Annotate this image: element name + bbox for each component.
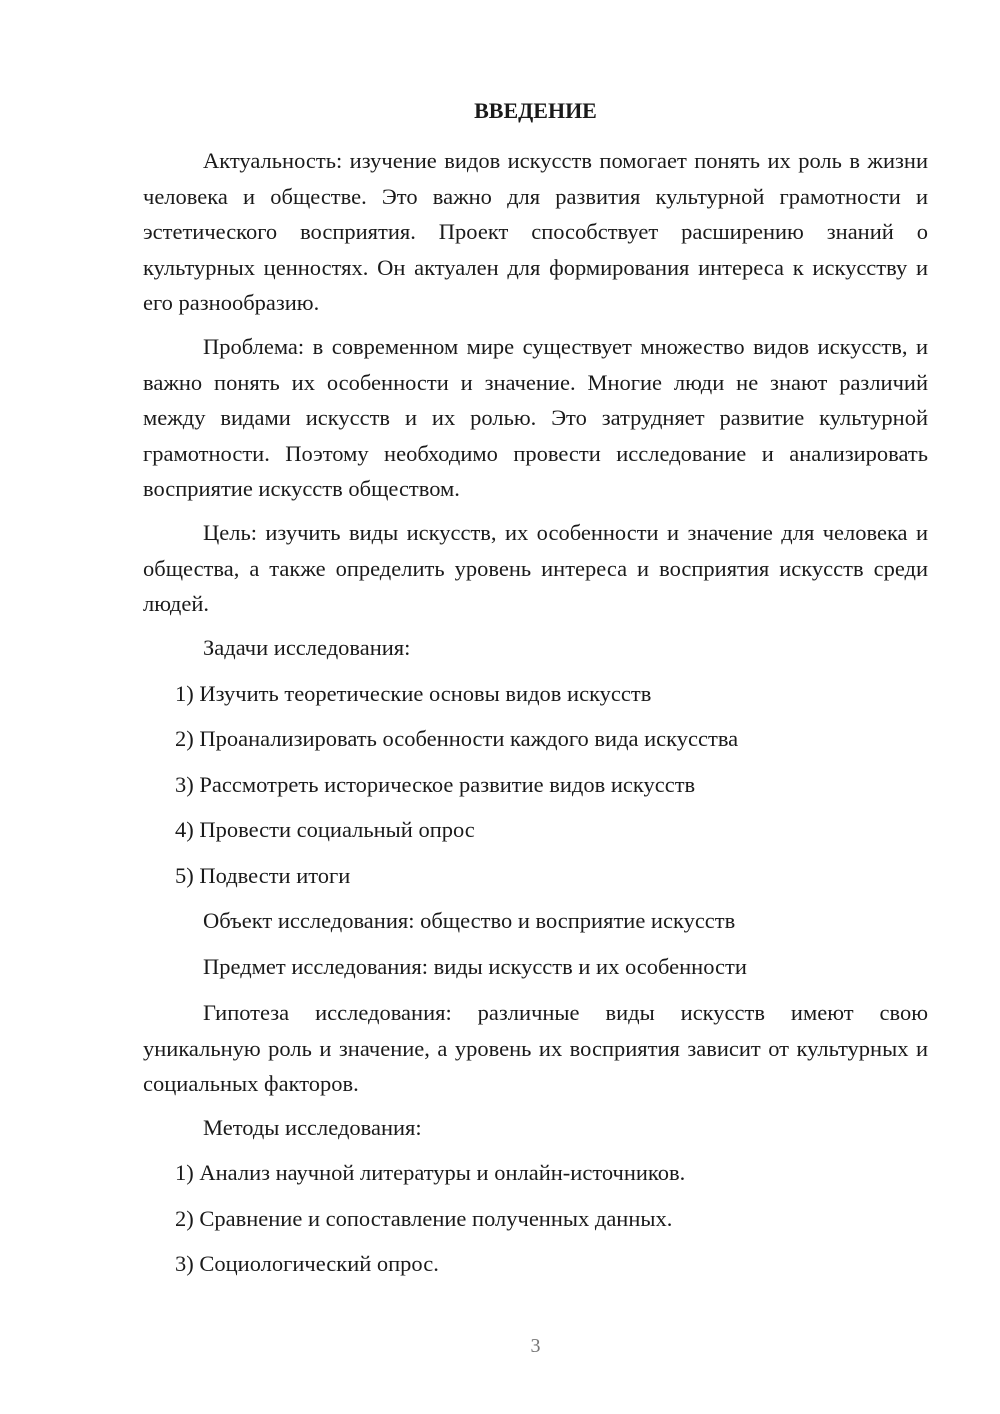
task-item: 1) Изучить теоретические основы видов искусств <box>175 681 652 706</box>
method-item: 1) Анализ научной литературы и онлайн-источников. <box>175 1160 686 1185</box>
task-item: 3) Рассмотреть историческое развитие видов искусств <box>175 772 696 797</box>
research-subject: Предмет исследования: виды искусств и их особенности <box>203 954 747 979</box>
task-item: 5) Подвести итоги <box>175 863 351 888</box>
problem-paragraph: Проблема: в современном мире существует множество видов искусств, и важно понять их особенности и значение. Многие люди не знают различий между видами искусств и их ролью. Это затрудняет развитие культурной грамотности. Поэтому необходимо провести исследование и анализировать восприятие искусств обществом. <box>143 334 928 501</box>
task-item: 4) Провести социальный опрос <box>175 817 475 842</box>
relevance-paragraph: Актуальность: изучение видов искусств помогает понять их роль в жизни человека и обществе. Это важно для развития культурной грамотности и эстетического восприятия. Проект способствует расширению знаний о культурных ценностях. Он актуален для формирования интереса к искусству и его разнообразию. <box>143 148 928 315</box>
methods-heading: Методы исследования: <box>203 1115 422 1140</box>
hypothesis-paragraph: Гипотеза исследования: различные виды искусств имеют свою уникальную роль и значение, а уровень их восприятия зависит от культурных и социальных факторов. <box>143 1000 928 1096</box>
section-title: ВВЕДЕНИЕ <box>474 98 597 123</box>
research-object: Объект исследования: общество и восприятие искусств <box>203 908 736 933</box>
task-item: 2) Проанализировать особенности каждого вида искусства <box>175 726 739 751</box>
method-item: 3) Социологический опрос. <box>175 1251 439 1276</box>
page-number: 3 <box>530 1335 541 1357</box>
method-item: 2) Сравнение и сопоставление полученных данных. <box>175 1206 673 1231</box>
goal-paragraph: Цель: изучить виды искусств, их особенности и значение для человека и общества, а также определить уровень интереса и восприятия искусств среди людей. <box>143 520 928 616</box>
tasks-heading: Задачи исследования: <box>203 635 411 660</box>
